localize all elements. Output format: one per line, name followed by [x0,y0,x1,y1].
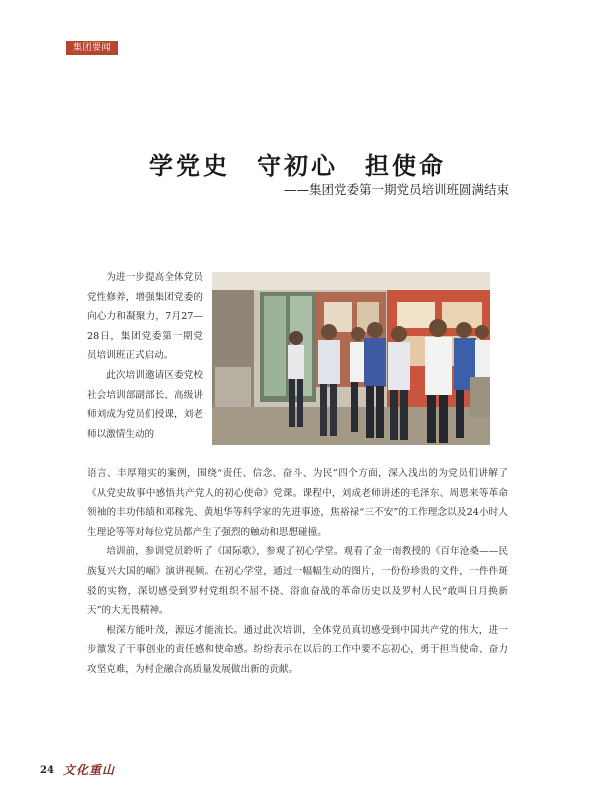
article-photo [212,272,490,445]
magazine-logo: 文化重山 [63,763,116,777]
article-intro-column [87,268,203,444]
page-number: 24 [40,765,54,776]
article-body [87,464,508,680]
article-title: 学党史 守初心 担使命 [149,151,446,180]
paragraph-2-continued: 语言、丰厚翔实的案例，围绕“责任、信念、奋斗、为民”四个方面，深入浅出的为党员们讲解了《从党史故事中感悟共产党人的初心使命》党课。课程中，刘成老师讲述的毛泽东、周恩来等革命领袖的丰功伟绩和邓稼先、黄旭华等科学家的先进事迹，焦裕禄“三不安”的工作理念以及24小时人生理论等等对每位党员都产生了强烈的触动和思想碰撞。 [87,468,508,538]
article-subtitle: ——集团党委第一期党员培训班圆满结束 [283,182,509,197]
paragraph-3: 培训前，参训党员聆听了《国际歌》，参观了初心学堂。观看了金一南教授的《百年沧桑——民族复兴大国的崛》演讲视频。在初心学堂，通过一幅幅生动的图片，一份份珍贵的文件，一件件斑驳的实物，深切感受到罗村党组织不屈不挠、浴血奋战的革命历史以及罗村人民“敢叫日月换新天”的大无畏精神。 [87,546,508,617]
paragraph-2-start: 此次培训邀请区委党校社会培训部副部长、高级讲师刘成为党员们授课，刘老师以激情生动的 [87,369,203,440]
section-tag: 集团要闻 [66,41,118,55]
paragraph-1: 为进一步提高全体党员党性修养，增强集团党委的向心力和凝聚力，7月27—28日，集团党委第一期党员培训班正式启动。 [87,272,203,362]
paragraph-4: 根深方能叶茂，源远才能流长。通过此次培训，全体党员真切感受到中国共产党的伟大，进一步激发了干事创业的责任感和使命感。纷纷表示在以后的工作中要不忘初心，勇于担当使命、奋力攻坚克难，为村企融合高质量发展做出新的贡献。 [87,624,508,675]
